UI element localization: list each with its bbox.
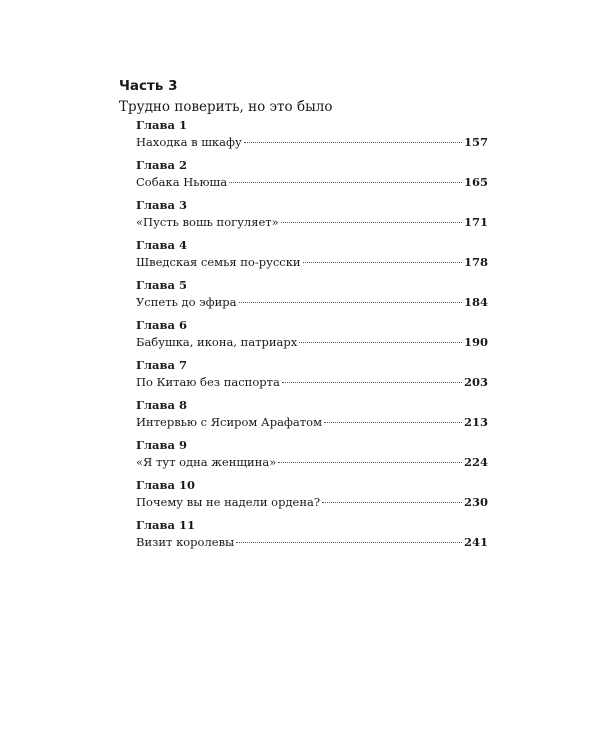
toc-entry-chapter-3[interactable] (136, 198, 488, 238)
dot-leader (278, 462, 462, 463)
chapter-line (136, 493, 488, 511)
chapter-title: Собака Ньюша (136, 175, 228, 189)
chapter-line (136, 333, 488, 351)
chapter-title: По Китаю без паспорта (136, 375, 280, 389)
dot-leader (229, 182, 462, 183)
dot-leader (244, 142, 462, 143)
page-number: 203 (463, 375, 488, 389)
dot-leader (282, 382, 462, 383)
page-number: 241 (463, 535, 488, 549)
page-number: 213 (463, 415, 488, 429)
toc-entry-chapter-11[interactable] (136, 518, 488, 558)
chapter-line (136, 173, 488, 191)
chapter-line (136, 253, 488, 271)
toc-entry-chapter-1[interactable] (136, 118, 488, 158)
chapter-title: «Я тут одна женщина» (136, 455, 277, 469)
dot-leader (236, 542, 462, 543)
page-number: 157 (463, 135, 488, 149)
page-number: 165 (463, 175, 488, 189)
chapter-line (136, 293, 488, 311)
page-number: 224 (463, 455, 488, 469)
toc-entry-chapter-7[interactable] (136, 358, 488, 398)
dot-leader (281, 222, 462, 223)
chapter-label: Глава 9 (136, 438, 187, 452)
table-of-contents (136, 118, 488, 558)
chapter-line (136, 413, 488, 431)
chapter-label: Глава 10 (136, 478, 195, 492)
chapter-label: Глава 1 (136, 118, 187, 132)
chapter-label: Глава 7 (136, 358, 187, 372)
chapter-title: Визит королевы (136, 535, 235, 549)
dot-leader (322, 502, 462, 503)
chapter-label: Глава 4 (136, 238, 187, 252)
dot-leader (303, 262, 462, 263)
toc-entry-chapter-4[interactable] (136, 238, 488, 278)
chapter-line (136, 213, 488, 231)
chapter-title: Шведская семья по-русски (136, 255, 301, 269)
toc-entry-chapter-2[interactable] (136, 158, 488, 198)
page-number: 184 (463, 295, 488, 309)
chapter-label: Глава 3 (136, 198, 187, 212)
part-label: Часть 3 (119, 78, 178, 94)
chapter-label: Глава 8 (136, 398, 187, 412)
toc-entry-chapter-6[interactable] (136, 318, 488, 358)
dot-leader (239, 302, 462, 303)
chapter-title: Успеть до эфира (136, 295, 237, 309)
toc-entry-chapter-9[interactable] (136, 438, 488, 478)
toc-entry-chapter-8[interactable] (136, 398, 488, 438)
page-number: 178 (463, 255, 488, 269)
chapter-label: Глава 5 (136, 278, 187, 292)
chapter-line (136, 533, 488, 551)
page-number: 190 (463, 335, 488, 349)
chapter-title: Находка в шкафу (136, 135, 242, 149)
chapter-line (136, 453, 488, 471)
toc-entry-chapter-5[interactable] (136, 278, 488, 318)
chapter-line (136, 133, 488, 151)
toc-entry-chapter-10[interactable] (136, 478, 488, 518)
part-subtitle: Трудно поверить, но это было (119, 99, 333, 115)
chapter-title: Почему вы не надели ордена? (136, 495, 321, 509)
dot-leader (299, 342, 462, 343)
dot-leader (324, 422, 462, 423)
chapter-label: Глава 2 (136, 158, 187, 172)
chapter-label: Глава 6 (136, 318, 187, 332)
page-number: 171 (463, 215, 488, 229)
page-number: 230 (463, 495, 488, 509)
chapter-title: «Пусть вошь погуляет» (136, 215, 279, 229)
chapter-label: Глава 11 (136, 518, 195, 532)
chapter-title: Бабушка, икона, патриарх (136, 335, 298, 349)
chapter-title: Интервью с Ясиром Арафатом (136, 415, 323, 429)
part-header (119, 77, 499, 117)
chapter-line (136, 373, 488, 391)
